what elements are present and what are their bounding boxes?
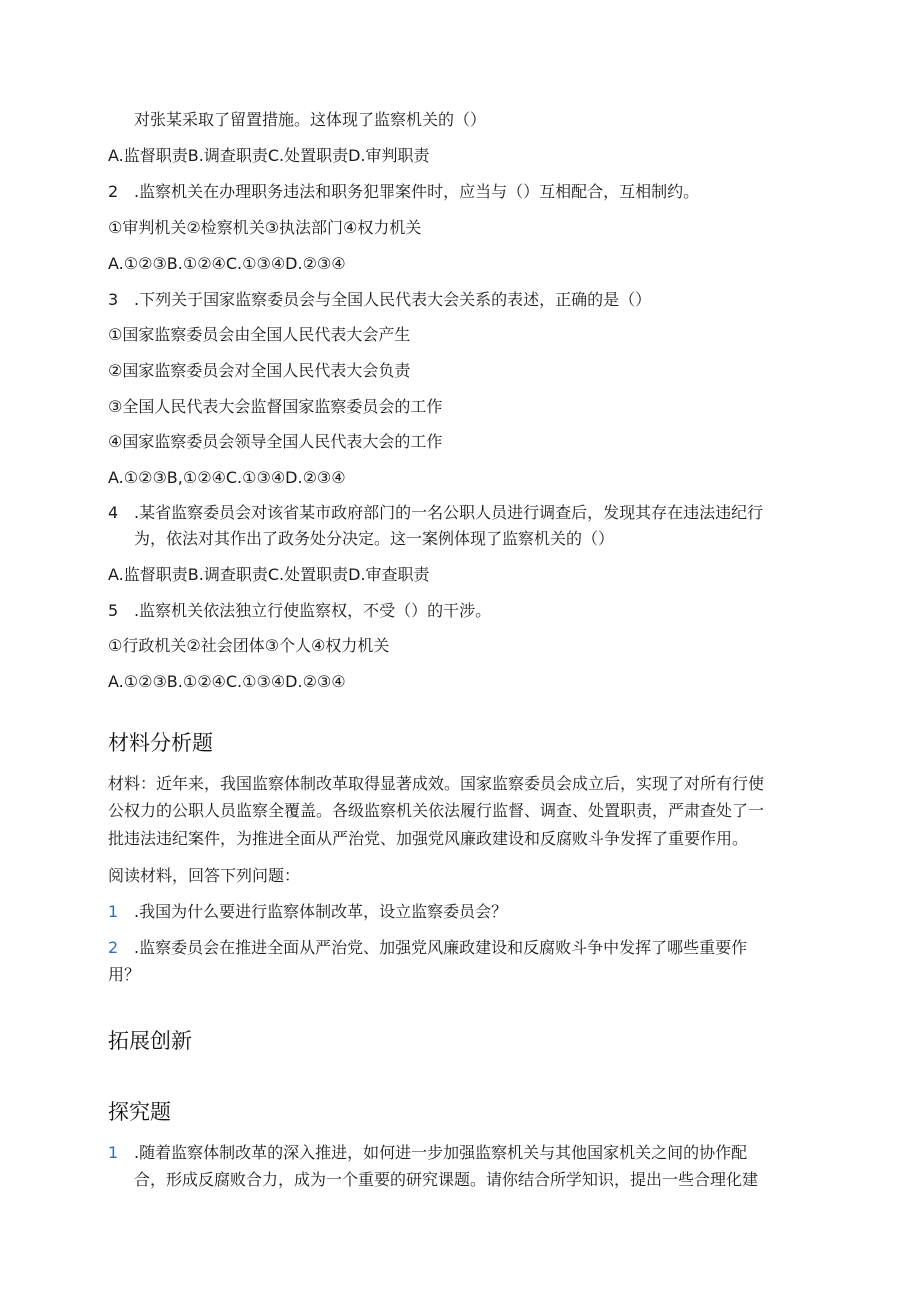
q4-stem <box>108 503 763 523</box>
q5-stem <box>108 601 491 621</box>
analysis-material-line: 公权力的公职人员监察全覆盖。各级监察机关依法履行监督、调查、处置职责，严肃查处了一 <box>108 801 765 820</box>
q2-number: 2 <box>108 182 119 201</box>
inquiry-question-number: 1 <box>108 1143 119 1162</box>
q3-options: A.①②③B,①②④C.①③④D.②③④ <box>108 468 346 487</box>
q5-items: ①行政机关②社会团体③个人④权力机关 <box>108 636 390 655</box>
analysis-question-number: 2 <box>108 938 119 957</box>
analysis-prompt: 阅读材料，回答下列问题： <box>108 866 301 885</box>
q3-item: ④国家监察委员会领导全国人民代表大会的工作 <box>108 432 443 451</box>
q3-item: ①国家监察委员会由全国人民代表大会产生 <box>108 325 411 344</box>
q3-text: .下列关于国家监察委员会与全国人民代表大会关系的表述，正确的是（） <box>134 290 652 309</box>
q2-options: A.①②③B.①②④C.①③④D.②③④ <box>108 254 346 273</box>
analysis-question-continued: 用？ <box>108 965 141 984</box>
analysis-question-number: 1 <box>108 902 119 921</box>
q5-text: .监察机关依法独立行使监察权，不受（）的干涉。 <box>134 601 492 620</box>
q4-options: A.监督职责B.调查职责C.处置职责D.审查职责 <box>108 565 430 584</box>
inquiry-question-continued: 合，形成反腐败合力，成为一个重要的研究课题。请你结合所学知识，提出一些合理化建 <box>134 1170 759 1189</box>
q5-options: A.①②③B.①②④C.①③④D.②③④ <box>108 672 346 691</box>
analysis-question <box>108 902 507 922</box>
q1-continuation: 对张某采取了留置措施。这体现了监察机关的（） <box>134 110 487 129</box>
inquiry-heading: 探究题 <box>108 1100 171 1124</box>
q2-stem <box>108 182 699 202</box>
q1-options: A.监督职责B.调查职责C.处置职责D.审判职责 <box>108 146 430 165</box>
analysis-heading: 材料分析题 <box>108 731 213 755</box>
analysis-material-line: 材料：近年来，我国监察体制改革取得显著成效。国家监察委员会成立后，实现了对所有行使 <box>108 774 765 793</box>
q3-number: 3 <box>108 290 119 309</box>
q2-items: ①审判机关②检察机关③执法部门④权力机关 <box>108 218 422 237</box>
analysis-material-line: 批违法违纪案件，为推进全面从严治党、加强党风廉政建设和反腐败斗争发挥了重要作用。 <box>108 829 749 848</box>
q3-stem <box>108 290 651 310</box>
q3-item: ②国家监察委员会对全国人民代表大会负责 <box>108 361 411 380</box>
inquiry-question-text: .随着监察体制改革的深入推进，如何进一步加强监察机关与其他国家机关之间的协作配 <box>134 1143 748 1162</box>
q2-text: .监察机关在办理职务违法和职务犯罪案件时，应当与（）互相配合，互相制约。 <box>134 182 700 201</box>
inquiry-question <box>108 1143 747 1163</box>
q4-text: .某省监察委员会对该省某市政府部门的一名公职人员进行调查后，发现其存在违法违纪行 <box>134 503 764 522</box>
analysis-question-text: .我国为什么要进行监察体制改革，设立监察委员会？ <box>134 902 508 921</box>
q5-number: 5 <box>108 601 119 620</box>
q4-text-continued: 为，依法对其作出了政务处分决定。这一案例体现了监察机关的（） <box>134 529 615 548</box>
analysis-question-text: .监察委员会在推进全面从严治党、加强党风廉政建设和反腐败斗争中发挥了哪些重要作 <box>134 938 748 957</box>
analysis-question <box>108 938 747 958</box>
q4-number: 4 <box>108 503 119 522</box>
q3-item: ③全国人民代表大会监督国家监察委员会的工作 <box>108 397 443 416</box>
extension-heading: 拓展创新 <box>108 1029 192 1053</box>
